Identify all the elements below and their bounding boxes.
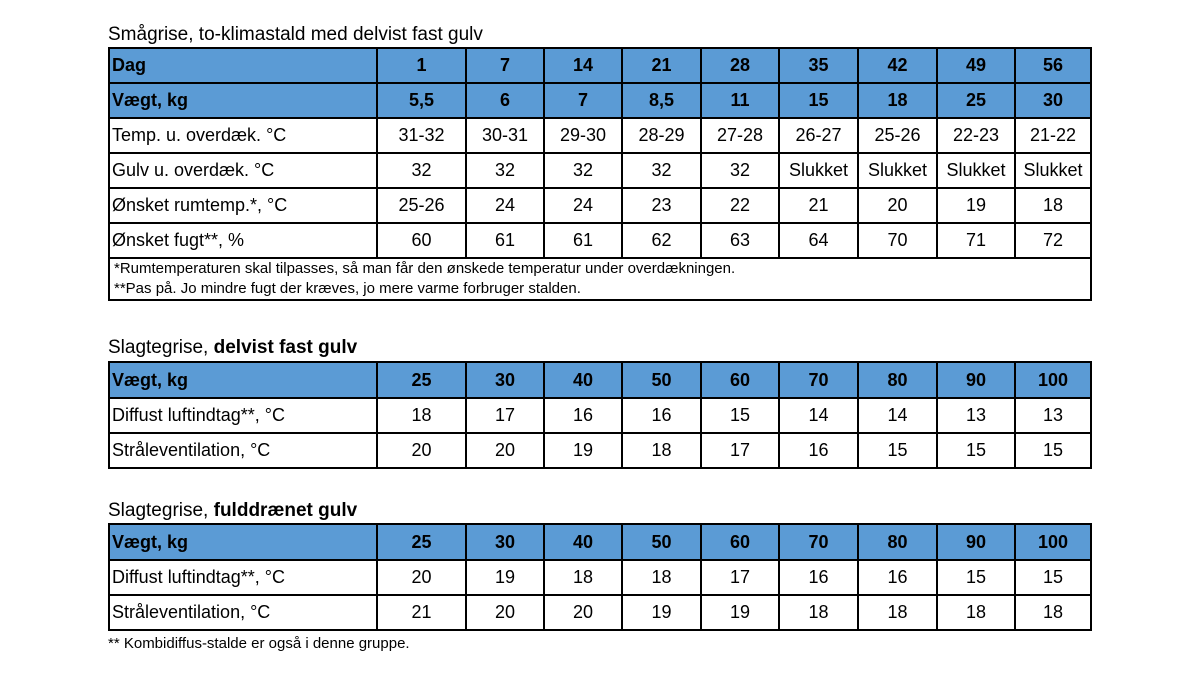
weight-header-cell: 80 bbox=[858, 524, 937, 560]
data-cell: 14 bbox=[858, 398, 937, 433]
weight-header-label: Vægt, kg bbox=[109, 524, 377, 560]
notes-row bbox=[109, 258, 1091, 300]
weight-header-cell: 100 bbox=[1015, 524, 1091, 560]
data-cell: 20 bbox=[377, 433, 466, 468]
data-cell: 13 bbox=[937, 398, 1015, 433]
data-cell: 20 bbox=[466, 595, 544, 630]
weight-header-cell: 11 bbox=[701, 83, 779, 118]
table3-title bbox=[108, 500, 357, 522]
day-header-cell: 49 bbox=[937, 48, 1015, 83]
data-cell: 19 bbox=[622, 595, 701, 630]
weight-header-cell: 6 bbox=[466, 83, 544, 118]
data-label: Diffust luftindtag**, °C bbox=[109, 560, 377, 595]
data-row bbox=[109, 560, 1091, 595]
data-row bbox=[109, 153, 1091, 188]
data-cell: 18 bbox=[377, 398, 466, 433]
day-header-cell: 35 bbox=[779, 48, 858, 83]
data-cell: 30-31 bbox=[466, 118, 544, 153]
weight-header-cell: 70 bbox=[779, 362, 858, 398]
day-header-label: Dag bbox=[109, 48, 377, 83]
day-header-cell: 1 bbox=[377, 48, 466, 83]
data-row bbox=[109, 595, 1091, 630]
data-cell: 19 bbox=[544, 433, 622, 468]
data-cell: 62 bbox=[622, 223, 701, 258]
weight-header-cell: 100 bbox=[1015, 362, 1091, 398]
finisher-partly-slatted-table bbox=[108, 361, 1092, 469]
data-cell: 15 bbox=[937, 433, 1015, 468]
data-cell: 20 bbox=[466, 433, 544, 468]
data-label: Gulv u. overdæk. °C bbox=[109, 153, 377, 188]
weight-header-row bbox=[109, 362, 1091, 398]
day-header-cell: 7 bbox=[466, 48, 544, 83]
data-label: Ønsket fugt**, % bbox=[109, 223, 377, 258]
data-label: Stråleventilation, °C bbox=[109, 433, 377, 468]
data-label: Stråleventilation, °C bbox=[109, 595, 377, 630]
data-cell: 29-30 bbox=[544, 118, 622, 153]
data-row bbox=[109, 118, 1091, 153]
data-cell: 18 bbox=[544, 560, 622, 595]
weight-header-cell: 50 bbox=[622, 524, 701, 560]
data-cell: 22 bbox=[701, 188, 779, 223]
data-cell: 21 bbox=[377, 595, 466, 630]
table3-title-plain: Slagtegrise, bbox=[108, 500, 214, 521]
weight-header-cell: 30 bbox=[466, 362, 544, 398]
data-label: Temp. u. overdæk. °C bbox=[109, 118, 377, 153]
data-cell: 19 bbox=[701, 595, 779, 630]
weight-header-cell: 50 bbox=[622, 362, 701, 398]
data-cell: 19 bbox=[466, 560, 544, 595]
note-humidity: **Pas på. Jo mindre fugt der kræves, jo mere varme forbruger stalden. bbox=[114, 280, 581, 297]
data-cell: 32 bbox=[701, 153, 779, 188]
data-cell: Slukket bbox=[1015, 153, 1091, 188]
data-cell: 23 bbox=[622, 188, 701, 223]
data-cell: 15 bbox=[858, 433, 937, 468]
table3-title-bold: fulddrænet gulv bbox=[213, 500, 358, 521]
data-cell: 25-26 bbox=[377, 188, 466, 223]
data-cell: 15 bbox=[1015, 560, 1091, 595]
weight-header-cell: 15 bbox=[779, 83, 858, 118]
data-cell: 14 bbox=[779, 398, 858, 433]
weight-header-cell: 70 bbox=[779, 524, 858, 560]
data-cell: 17 bbox=[466, 398, 544, 433]
footnote: ** Kombidiffus-stalde er også i denne gruppe. bbox=[108, 635, 410, 652]
data-label: Ønsket rumtemp.*, °C bbox=[109, 188, 377, 223]
data-cell: 20 bbox=[377, 560, 466, 595]
data-cell: 21 bbox=[779, 188, 858, 223]
weight-header-cell: 90 bbox=[937, 362, 1015, 398]
data-cell: Slukket bbox=[937, 153, 1015, 188]
data-cell: 18 bbox=[937, 595, 1015, 630]
data-cell: 19 bbox=[937, 188, 1015, 223]
data-cell: 27-28 bbox=[701, 118, 779, 153]
data-cell: 32 bbox=[622, 153, 701, 188]
data-label: Diffust luftindtag**, °C bbox=[109, 398, 377, 433]
data-cell: 24 bbox=[544, 188, 622, 223]
day-header-cell: 28 bbox=[701, 48, 779, 83]
data-cell: Slukket bbox=[779, 153, 858, 188]
data-cell: 61 bbox=[466, 223, 544, 258]
data-cell: 24 bbox=[466, 188, 544, 223]
piglet-table bbox=[108, 47, 1092, 301]
day-header-cell: 42 bbox=[858, 48, 937, 83]
data-cell: 60 bbox=[377, 223, 466, 258]
data-cell: 32 bbox=[466, 153, 544, 188]
data-cell: 63 bbox=[701, 223, 779, 258]
weight-header-cell: 5,5 bbox=[377, 83, 466, 118]
data-cell: 21-22 bbox=[1015, 118, 1091, 153]
data-cell: 71 bbox=[937, 223, 1015, 258]
weight-header-cell: 7 bbox=[544, 83, 622, 118]
weight-header-cell: 25 bbox=[937, 83, 1015, 118]
weight-header-label: Vægt, kg bbox=[109, 83, 377, 118]
notes-cell bbox=[109, 258, 1091, 300]
data-cell: 16 bbox=[622, 398, 701, 433]
data-cell: 18 bbox=[779, 595, 858, 630]
weight-header-cell: 25 bbox=[377, 524, 466, 560]
data-cell: 20 bbox=[858, 188, 937, 223]
weight-header-cell: 25 bbox=[377, 362, 466, 398]
table2-title-plain: Slagtegrise, bbox=[108, 337, 214, 358]
data-row bbox=[109, 433, 1091, 468]
data-cell: 32 bbox=[544, 153, 622, 188]
data-cell: 16 bbox=[544, 398, 622, 433]
data-cell: 15 bbox=[701, 398, 779, 433]
data-cell: 17 bbox=[701, 433, 779, 468]
data-cell: 64 bbox=[779, 223, 858, 258]
day-header-cell: 56 bbox=[1015, 48, 1091, 83]
data-cell: 16 bbox=[779, 560, 858, 595]
data-cell: 25-26 bbox=[858, 118, 937, 153]
weight-header-cell: 80 bbox=[858, 362, 937, 398]
weight-header-cell: 30 bbox=[1015, 83, 1091, 118]
data-cell: 18 bbox=[622, 560, 701, 595]
weight-header-cell: 60 bbox=[701, 524, 779, 560]
data-cell: Slukket bbox=[858, 153, 937, 188]
weight-header-cell: 40 bbox=[544, 524, 622, 560]
data-cell: 20 bbox=[544, 595, 622, 630]
data-cell: 18 bbox=[858, 595, 937, 630]
data-cell: 17 bbox=[701, 560, 779, 595]
day-header-cell: 14 bbox=[544, 48, 622, 83]
data-row bbox=[109, 188, 1091, 223]
data-cell: 16 bbox=[779, 433, 858, 468]
data-cell: 70 bbox=[858, 223, 937, 258]
data-row bbox=[109, 223, 1091, 258]
data-cell: 16 bbox=[858, 560, 937, 595]
data-cell: 32 bbox=[377, 153, 466, 188]
data-cell: 18 bbox=[1015, 595, 1091, 630]
data-cell: 61 bbox=[544, 223, 622, 258]
data-cell: 26-27 bbox=[779, 118, 858, 153]
data-row bbox=[109, 398, 1091, 433]
table1-title: Smågrise, to-klimastald med delvist fast gulv bbox=[108, 24, 483, 45]
data-cell: 18 bbox=[622, 433, 701, 468]
table2-title bbox=[108, 337, 357, 359]
weight-header-cell: 90 bbox=[937, 524, 1015, 560]
note-room-temp: *Rumtemperaturen skal tilpasses, så man får den ønskede temperatur under overdækningen. bbox=[114, 260, 736, 277]
weight-header-cell: 40 bbox=[544, 362, 622, 398]
weight-header-cell: 30 bbox=[466, 524, 544, 560]
day-header-cell: 21 bbox=[622, 48, 701, 83]
weight-header-cell: 60 bbox=[701, 362, 779, 398]
data-cell: 15 bbox=[1015, 433, 1091, 468]
data-cell: 31-32 bbox=[377, 118, 466, 153]
day-header-row bbox=[109, 48, 1091, 83]
data-cell: 22-23 bbox=[937, 118, 1015, 153]
data-cell: 28-29 bbox=[622, 118, 701, 153]
data-cell: 13 bbox=[1015, 398, 1091, 433]
weight-header-label: Vægt, kg bbox=[109, 362, 377, 398]
weight-header-row bbox=[109, 83, 1091, 118]
weight-header-row bbox=[109, 524, 1091, 560]
table2-title-bold: delvist fast gulv bbox=[213, 337, 358, 358]
data-cell: 72 bbox=[1015, 223, 1091, 258]
data-cell: 18 bbox=[1015, 188, 1091, 223]
weight-header-cell: 18 bbox=[858, 83, 937, 118]
finisher-fully-slatted-table bbox=[108, 523, 1092, 631]
data-cell: 15 bbox=[937, 560, 1015, 595]
weight-header-cell: 8,5 bbox=[622, 83, 701, 118]
